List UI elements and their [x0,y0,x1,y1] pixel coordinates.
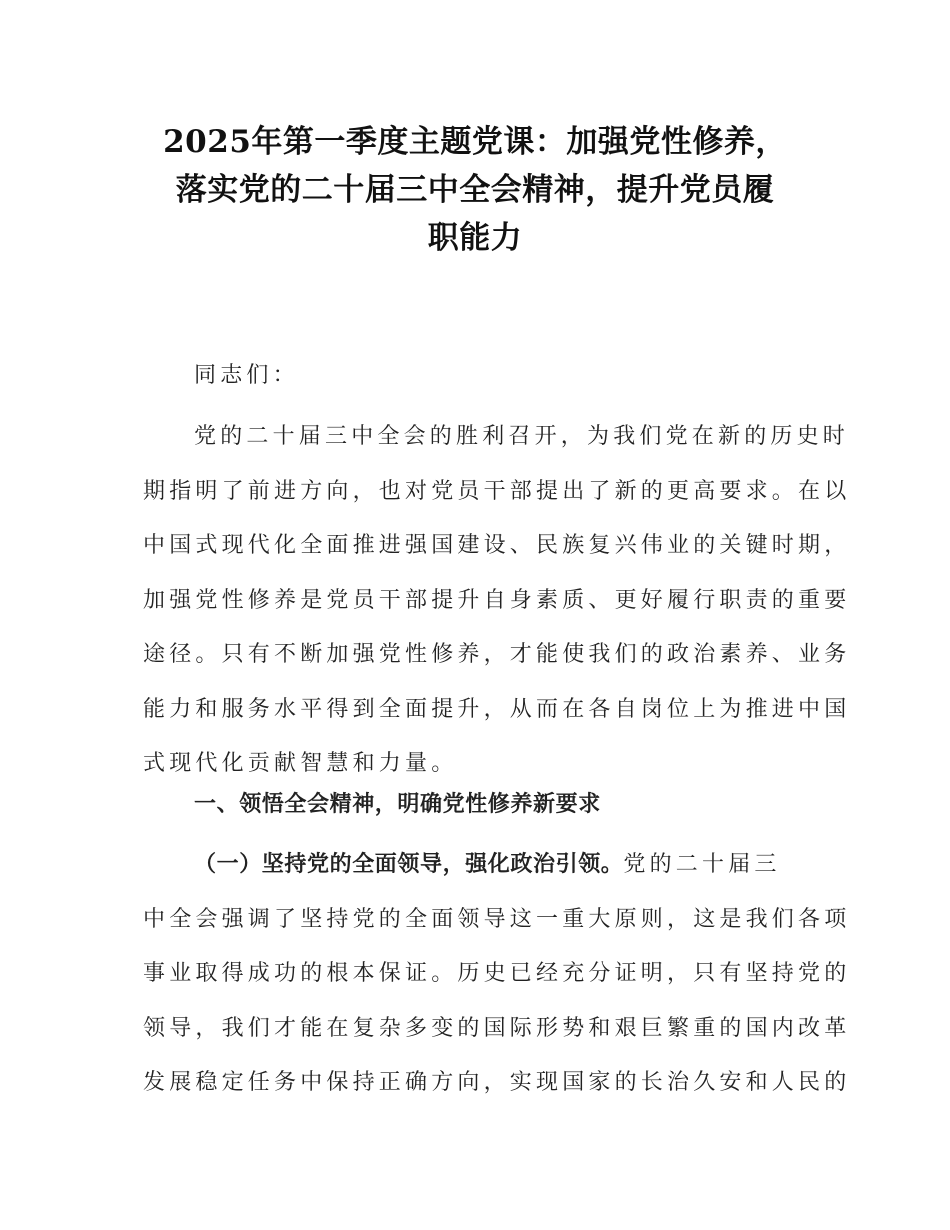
paragraph-line: 式现代化贡献智慧和力量。 [143,751,458,776]
paragraph-intro [143,410,851,792]
paragraph-line: 党的二十届三中全会的胜利召开，为我们党在新的历史时 [194,424,850,449]
paragraph-line: 事业取得成功的根本保证。历史已经充分证明，只有坚持党的 [143,961,851,986]
title-line: 落实党的二十届三中全会精神，提升党员履 [175,172,775,208]
section-heading-text: 一、领悟全会精神，明确党性修养新要求 [194,792,601,817]
paragraph-section-1-1 [143,838,851,1111]
paragraph-line: 中国式现代化全面推进强国建设、民族复兴伟业的关键时期， [143,533,851,558]
paragraph-line: 能力和服务水平得到全面提升，从而在各自岗位上为推进中国 [143,696,851,722]
paragraph-line: 加强党性修养是党员干部提升自身素质、更好履行职责的重要 [143,587,851,613]
salutation-text: 同志们： [194,363,299,388]
paragraph-line [143,838,810,893]
paragraph-line: 发展稳定任务中保持正确方向，实现国家的长治久安和人民的 [143,1070,851,1095]
paragraph-line: 领导，我们才能在复杂多变的国际形势和艰巨繁重的国内改革 [143,1015,851,1041]
paragraph-line: 期指明了前进方向，也对党员干部提出了新的更高要求。在以 [143,478,851,504]
section-heading-1 [143,778,810,833]
document-title [100,118,850,262]
paragraph-line: 中全会强调了坚持党的全面领导这一重大原则，这是我们各项 [143,906,851,932]
paragraph-line-rest: 党的二十届三 [623,852,781,877]
paragraph-line: 途径。只有不断加强党性修养，才能使我们的政治素养、业务 [143,642,851,667]
salutation [143,349,810,404]
title-line: 2025年第一季度主题党课：加强党性修养， [163,124,787,160]
subsection-lead: （一）坚持党的全面领导，强化政治引领。 [194,852,624,877]
title-line: 职能力 [427,220,523,256]
